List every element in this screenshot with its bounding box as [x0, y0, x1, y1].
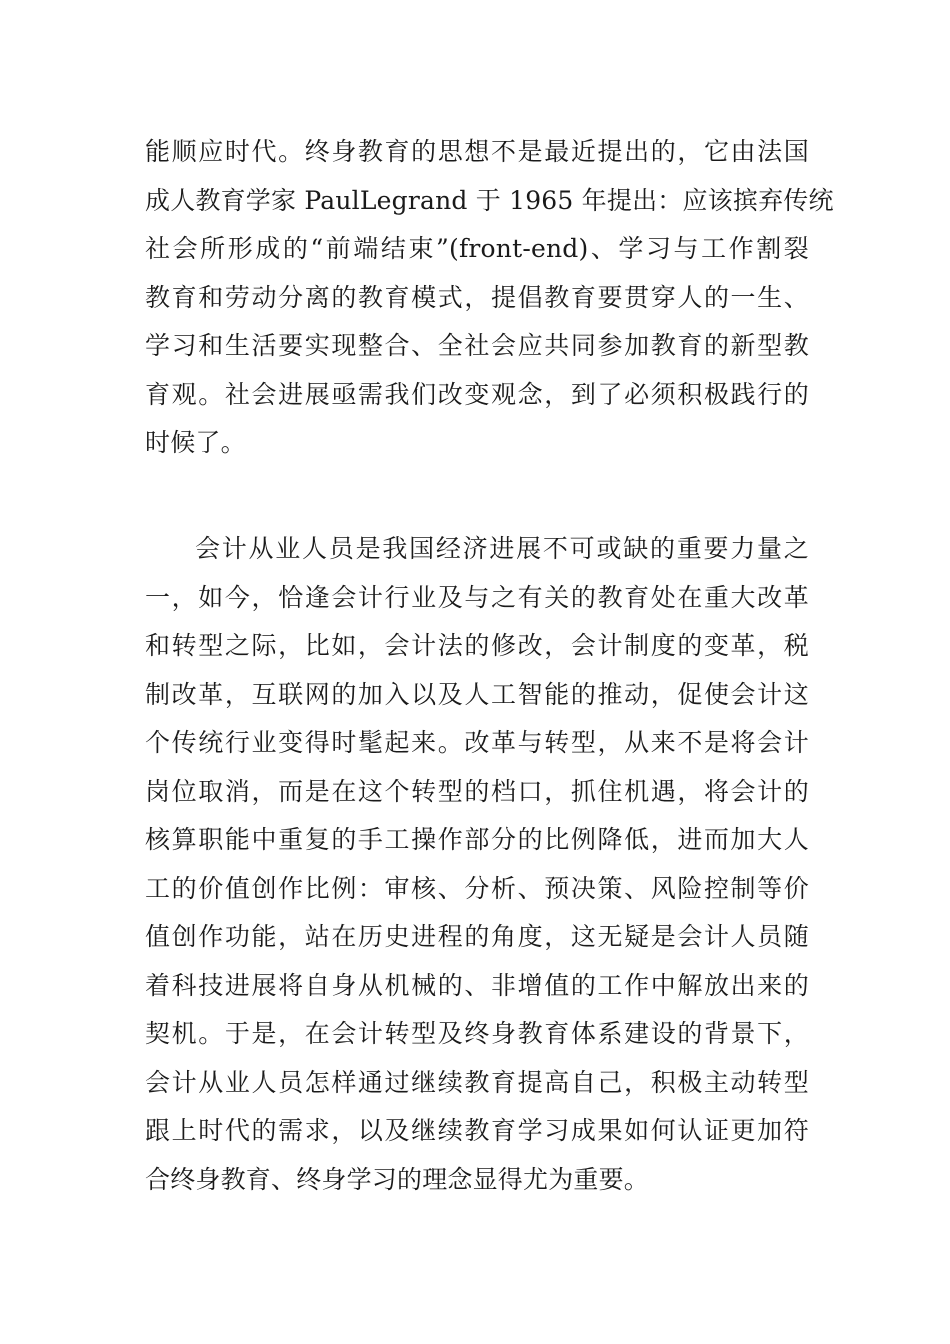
text-line: 会计从业人员是我国经济进展不可或缺的重要力量之 [195, 534, 809, 563]
text-line: 岗位取消，而是在这个转型的档口，抓住机遇，将会计的 [145, 776, 809, 806]
text-line: 和转型之际，比如，会计法的修改，会计制度的变革，税 [145, 631, 809, 660]
text-line: 教育和劳动分离的教育模式，提倡教育要贯穿人的一生、 [145, 282, 809, 312]
paragraph-accounting-transformation [145, 525, 809, 1204]
text-line: 社会所形成的“前端结束”(front-end)、学习与工作割裂 [145, 234, 809, 263]
text-line: 会计从业人员怎样通过继续教育提高自己，积极主动转型 [145, 1067, 809, 1097]
text-line: 学习和生活要实现整合、全社会应共同参加教育的新型教 [145, 331, 809, 360]
text-line: 着科技进展将自身从机械的、非增值的工作中解放出来的 [145, 970, 809, 1000]
text-line: 核算职能中重复的手工操作部分的比例降低，进而加大人 [145, 825, 809, 854]
text-line: 值创作功能，站在历史进程的角度，这无疑是会计人员随 [145, 922, 809, 951]
text-line: 个传统行业变得时髦起来。改革与转型，从来不是将会计 [145, 728, 809, 757]
text-line: 跟上时代的需求，以及继续教育学习成果如何认证更加符 [145, 1116, 809, 1145]
text-line: 育观。社会进展亟需我们改变观念，到了必须积极践行的 [145, 379, 809, 409]
text-line: 成人教育学家 PaulLegrand 于 1965 年提出：应该摈弃传统 [145, 185, 834, 215]
paragraph-lifelong-education [145, 128, 834, 468]
text-line: 能顺应时代。终身教育的思想不是最近提出的，它由法国 [145, 137, 809, 166]
text-line: 合终身教育、终身学习的理念显得尤为重要。 [145, 1164, 650, 1194]
text-line: 工的价值创作比例：审核、分析、预决策、风险控制等价 [145, 873, 809, 903]
text-line: 契机。于是，在会计转型及终身教育体系建设的背景下， [145, 1019, 809, 1048]
text-line: 时候了。 [145, 428, 246, 457]
text-line: 制改革，互联网的加入以及人工智能的推动，促使会计这 [145, 679, 809, 709]
text-line: 一，如今，恰逢会计行业及与之有关的教育处在重大改革 [145, 582, 809, 612]
